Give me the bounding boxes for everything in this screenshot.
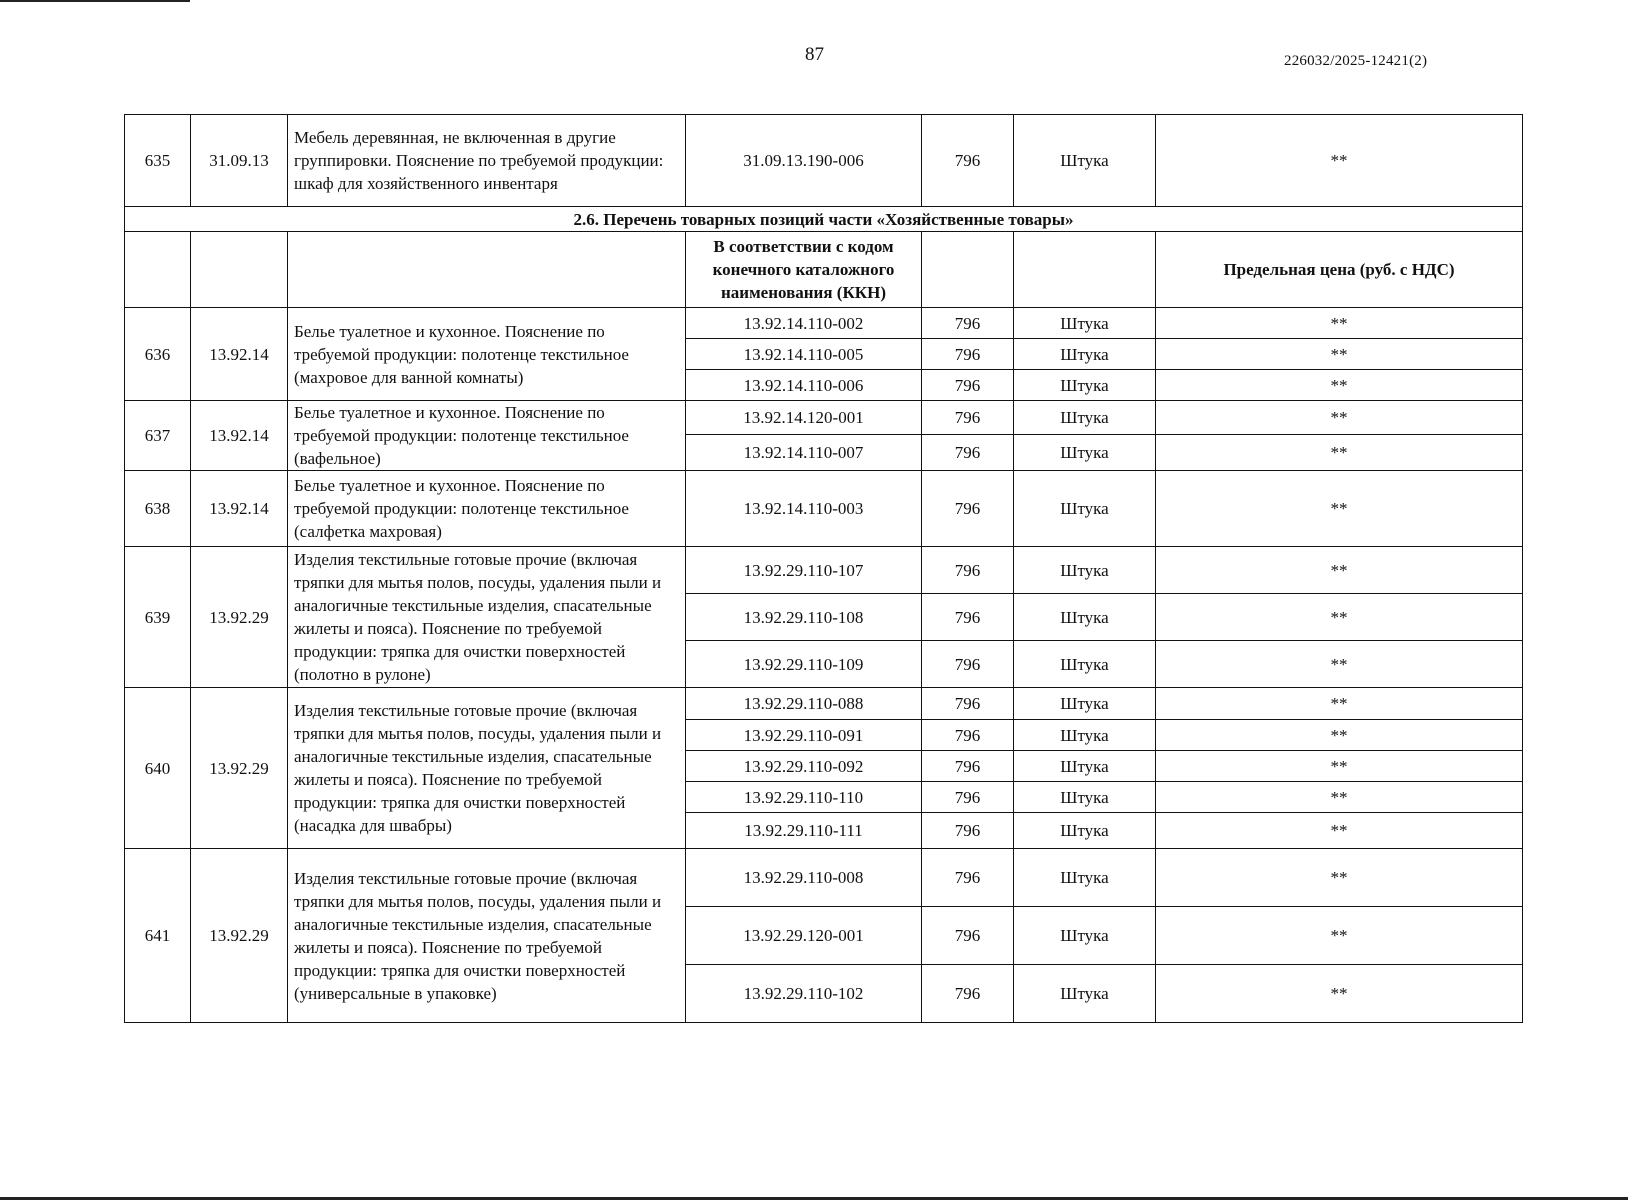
table-row bbox=[125, 471, 1523, 547]
okpd-code: 13.92.29 bbox=[191, 547, 288, 688]
price-cell: ** bbox=[1156, 782, 1523, 813]
okei-code: 796 bbox=[922, 547, 1014, 594]
unit-name: Штука bbox=[1014, 641, 1156, 688]
unit-name: Штука bbox=[1014, 370, 1156, 401]
price-cell: ** bbox=[1156, 471, 1523, 547]
ktru-code: 13.92.14.110-005 bbox=[686, 339, 922, 370]
position-number: 637 bbox=[125, 401, 191, 471]
position-number: 640 bbox=[125, 688, 191, 849]
position-number: 641 bbox=[125, 849, 191, 1023]
unit-name: Штука bbox=[1014, 720, 1156, 751]
okpd-code: 13.92.29 bbox=[191, 849, 288, 1023]
price-cell: ** bbox=[1156, 751, 1523, 782]
okpd-code: 13.92.14 bbox=[191, 308, 288, 401]
header-empty-cell bbox=[125, 232, 191, 308]
header-row bbox=[125, 232, 1523, 308]
table-row bbox=[125, 688, 1523, 720]
price-cell: ** bbox=[1156, 339, 1523, 370]
okei-code: 796 bbox=[922, 308, 1014, 339]
unit-name: Штука bbox=[1014, 547, 1156, 594]
item-description: Белье туалетное и кухонное. Пояснение по требуемой продукции: полотенце текстильное (салфетка махровая) bbox=[288, 471, 686, 547]
ktru-code: 13.92.29.110-008 bbox=[686, 849, 922, 907]
okei-code: 796 bbox=[922, 115, 1014, 207]
ktru-code: 13.92.29.110-088 bbox=[686, 688, 922, 720]
unit-name: Штука bbox=[1014, 965, 1156, 1023]
okpd-code: 31.09.13 bbox=[191, 115, 288, 207]
ktru-code: 13.92.29.110-107 bbox=[686, 547, 922, 594]
okpd-code: 13.92.14 bbox=[191, 471, 288, 547]
unit-name: Штука bbox=[1014, 751, 1156, 782]
position-number: 639 bbox=[125, 547, 191, 688]
price-cell: ** bbox=[1156, 308, 1523, 339]
ktru-code: 31.09.13.190-006 bbox=[686, 115, 922, 207]
ktru-code: 13.92.29.110-102 bbox=[686, 965, 922, 1023]
ktru-code: 13.92.29.110-109 bbox=[686, 641, 922, 688]
ktru-code: 13.92.29.120-001 bbox=[686, 907, 922, 965]
table-row bbox=[125, 401, 1523, 435]
unit-name: Штука bbox=[1014, 308, 1156, 339]
okpd-code: 13.92.14 bbox=[191, 401, 288, 471]
unit-name: Штука bbox=[1014, 115, 1156, 207]
item-description: Белье туалетное и кухонное. Пояснение по требуемой продукции: полотенце текстильное (вафельное) bbox=[288, 401, 686, 471]
okei-code: 796 bbox=[922, 720, 1014, 751]
table-row bbox=[125, 849, 1523, 907]
okei-code: 796 bbox=[922, 813, 1014, 849]
okei-code: 796 bbox=[922, 907, 1014, 965]
ktru-code: 13.92.14.110-007 bbox=[686, 435, 922, 471]
ktru-code: 13.92.29.110-092 bbox=[686, 751, 922, 782]
okei-code: 796 bbox=[922, 849, 1014, 907]
table-row bbox=[125, 308, 1523, 339]
unit-name: Штука bbox=[1014, 782, 1156, 813]
unit-name: Штука bbox=[1014, 849, 1156, 907]
price-cell: ** bbox=[1156, 641, 1523, 688]
header-price-column: Предельная цена (руб. с НДС) bbox=[1156, 232, 1523, 308]
unit-name: Штука bbox=[1014, 813, 1156, 849]
header-empty-cell bbox=[1014, 232, 1156, 308]
ktru-code: 13.92.29.110-111 bbox=[686, 813, 922, 849]
price-cell: ** bbox=[1156, 907, 1523, 965]
item-description: Изделия текстильные готовые прочие (включая тряпки для мытья полов, посуды, удаления пыли и аналогичные текстильные изделия, спасательные жилеты и пояса). Пояснение по требуемой продукции: тряпка для очистки поверхностей (полотно в рулоне) bbox=[288, 547, 686, 688]
goods-table bbox=[124, 114, 1523, 1023]
page-number: 87 bbox=[805, 44, 824, 65]
okpd-code: 13.92.29 bbox=[191, 688, 288, 849]
price-cell: ** bbox=[1156, 720, 1523, 751]
unit-name: Штука bbox=[1014, 907, 1156, 965]
ktru-code: 13.92.29.110-110 bbox=[686, 782, 922, 813]
header-empty-cell bbox=[288, 232, 686, 308]
okei-code: 796 bbox=[922, 641, 1014, 688]
unit-name: Штука bbox=[1014, 471, 1156, 547]
header-code-column: В соответствии с кодом конечного каталожного наименования (ККН) bbox=[686, 232, 922, 308]
section-title: 2.6. Перечень товарных позиций части «Хозяйственные товары» bbox=[125, 207, 1523, 232]
unit-name: Штука bbox=[1014, 339, 1156, 370]
okei-code: 796 bbox=[922, 401, 1014, 435]
okei-code: 796 bbox=[922, 435, 1014, 471]
unit-name: Штука bbox=[1014, 594, 1156, 641]
scan-edge-top bbox=[0, 0, 190, 2]
header-empty-cell bbox=[922, 232, 1014, 308]
position-number: 635 bbox=[125, 115, 191, 207]
okei-code: 796 bbox=[922, 339, 1014, 370]
ktru-code: 13.92.14.110-003 bbox=[686, 471, 922, 547]
ktru-code: 13.92.14.120-001 bbox=[686, 401, 922, 435]
unit-name: Штука bbox=[1014, 401, 1156, 435]
okei-code: 796 bbox=[922, 965, 1014, 1023]
price-cell: ** bbox=[1156, 849, 1523, 907]
position-number: 636 bbox=[125, 308, 191, 401]
price-cell: ** bbox=[1156, 965, 1523, 1023]
price-cell: ** bbox=[1156, 115, 1523, 207]
unit-name: Штука bbox=[1014, 435, 1156, 471]
okei-code: 796 bbox=[922, 594, 1014, 641]
ktru-code: 13.92.29.110-108 bbox=[686, 594, 922, 641]
header-empty-cell bbox=[191, 232, 288, 308]
okei-code: 796 bbox=[922, 370, 1014, 401]
price-cell: ** bbox=[1156, 547, 1523, 594]
price-cell: ** bbox=[1156, 688, 1523, 720]
ktru-code: 13.92.14.110-006 bbox=[686, 370, 922, 401]
item-description: Белье туалетное и кухонное. Пояснение по требуемой продукции: полотенце текстильное (махровое для ванной комнаты) bbox=[288, 308, 686, 401]
item-description: Изделия текстильные готовые прочие (включая тряпки для мытья полов, посуды, удаления пыли и аналогичные текстильные изделия, спасательные жилеты и пояса). Пояснение по требуемой продукции: тряпка для очистки поверхностей (универсальные в упаковке) bbox=[288, 849, 686, 1023]
document-id: 226032/2025-12421(2) bbox=[1284, 53, 1428, 69]
item-description: Мебель деревянная, не включенная в другие группировки. Пояснение по требуемой продукции: шкаф для хозяйственного инвентаря bbox=[288, 115, 686, 207]
okei-code: 796 bbox=[922, 782, 1014, 813]
ktru-code: 13.92.14.110-002 bbox=[686, 308, 922, 339]
item-description: Изделия текстильные готовые прочие (включая тряпки для мытья полов, посуды, удаления пыли и аналогичные текстильные изделия, спасательные жилеты и пояса). Пояснение по требуемой продукции: тряпка для очистки поверхностей (насадка для швабры) bbox=[288, 688, 686, 849]
price-cell: ** bbox=[1156, 370, 1523, 401]
price-cell: ** bbox=[1156, 813, 1523, 849]
price-cell: ** bbox=[1156, 401, 1523, 435]
table-row bbox=[125, 115, 1523, 207]
price-cell: ** bbox=[1156, 594, 1523, 641]
ktru-code: 13.92.29.110-091 bbox=[686, 720, 922, 751]
section-row bbox=[125, 207, 1523, 232]
position-number: 638 bbox=[125, 471, 191, 547]
okei-code: 796 bbox=[922, 471, 1014, 547]
okei-code: 796 bbox=[922, 688, 1014, 720]
unit-name: Штука bbox=[1014, 688, 1156, 720]
okei-code: 796 bbox=[922, 751, 1014, 782]
table-row bbox=[125, 547, 1523, 594]
price-cell: ** bbox=[1156, 435, 1523, 471]
